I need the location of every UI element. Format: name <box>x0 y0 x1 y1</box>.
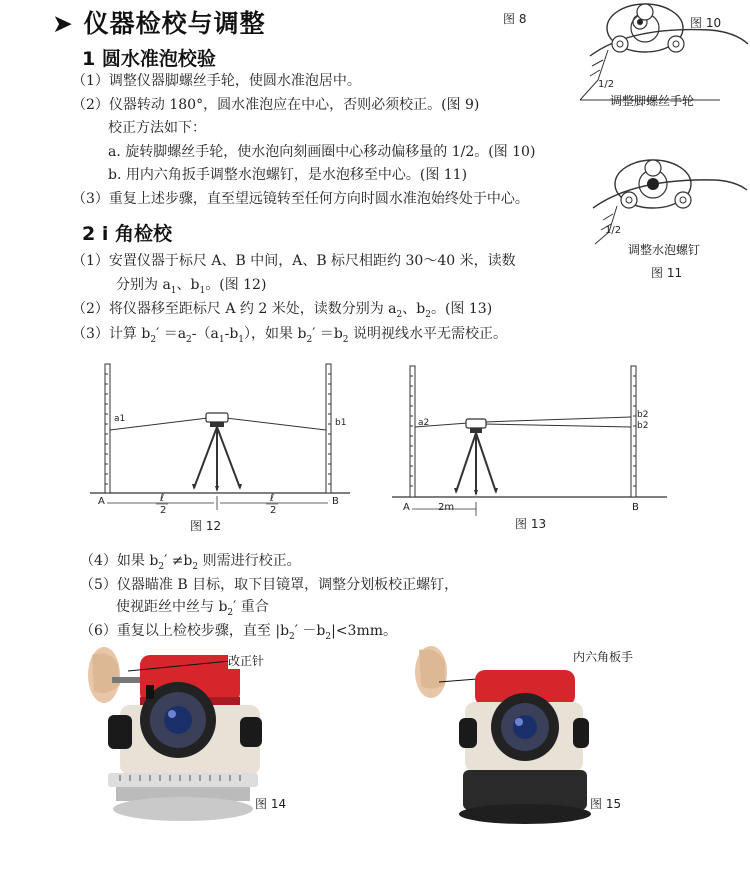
fig14-photo <box>90 645 270 845</box>
fig12-half-num-left: ℓ <box>160 493 165 504</box>
fig11-label: 调整水泡螺钉 <box>628 243 701 257</box>
step5-line-a: （5）仪器瞄准 B 目标，取下目镜罩，调整分划板校正螺钉， <box>80 577 459 593</box>
fig12-half-den-left: 2 <box>160 505 167 516</box>
section1-line-3: 校正方法如下： <box>108 120 206 136</box>
section1-line-1: （1）调整仪器脚螺丝手轮，使圆水准泡居中。 <box>72 73 361 89</box>
page-title <box>52 4 266 40</box>
fig13-A-label: A <box>403 502 410 513</box>
fig12-half-num-right: ℓ <box>270 493 275 504</box>
fig11-caption: 图 11 <box>651 266 683 280</box>
fig8-caption: 图 8 <box>503 12 527 26</box>
fig15-caption: 图 15 <box>590 797 622 811</box>
section1-heading: 1 圆水准泡校验 <box>82 48 216 70</box>
fig13-diagram <box>392 360 667 520</box>
step2-line: （2）将仪器移至距标尺 A 约 2 米处，读数分别为 $a_2$、$b_2$。(图 13) <box>72 301 493 320</box>
fig12-a1-label: a1 <box>114 414 126 424</box>
fig13-dist-label: 2m <box>438 502 455 513</box>
title-text: 仪器检校与调整 <box>83 9 266 38</box>
fig10-label: 调整脚螺丝手轮 <box>610 94 695 108</box>
fig14-label: 改正针 <box>228 654 265 668</box>
fig14-caption: 图 14 <box>255 797 287 811</box>
step1-line-b: 分别为 $a_1$、$b_1$。(图 12) <box>116 277 267 296</box>
step3-line: （3）计算 $b_2' =a_2-(a_1-b_1)$，如果 $b_2' =b_2$ 说明视线水平无需校正。 <box>72 326 507 345</box>
title-arrow-icon: ➤ <box>52 9 74 38</box>
fig15-photo <box>415 642 595 842</box>
fig13-caption: 图 13 <box>515 517 547 531</box>
fig13-b2-label: b2 <box>637 421 649 431</box>
fig13-B-label: B <box>632 502 639 513</box>
step6-line: （6）重复以上检校步骤，直至 $|b_2' -b_2|<3mm$。 <box>80 623 398 642</box>
fig12-A-label: A <box>98 496 105 507</box>
fig10-caption: 图 10 <box>690 16 722 30</box>
fig10-ratio: 1/2 <box>598 79 615 90</box>
section1-line-6: （3）重复上述步骤，直至望远镜转至任何方向时圆水准泡始终处于中心。 <box>72 191 529 207</box>
fig11-ratio: 1/2 <box>605 225 622 236</box>
fig13-b2p-label: b2 <box>637 410 649 420</box>
fig12-half-den-right: 2 <box>270 505 277 516</box>
section1-line-5: b. 用内六角扳手调整水泡螺钉，是水泡移至中心。(图 11) <box>108 167 468 183</box>
section1-line-2: （2）仪器转动 180°，圆水准泡应在中心，否则必须校正。(图 9) <box>72 97 480 113</box>
step1-line-a: （1）安置仪器于标尺 A、B 中间，A、B 标尺相距约 30～40 米，读数 <box>72 253 516 269</box>
fig12-b1-label: b1 <box>335 418 347 428</box>
fig12-B-label: B <box>332 496 339 507</box>
step5-line-b: 使视距丝中丝与 $b_2'$ 重合 <box>116 599 269 618</box>
fig12-diagram <box>90 360 350 520</box>
section1-line-4: a. 旋转脚螺丝手轮，使水泡向刻画圈中心移动偏移量的 1/2。(图 10) <box>108 144 536 160</box>
section2-heading: 2 i 角检校 <box>82 223 172 245</box>
step4-line: （4）如果 $b_2' \ne b_2$ 则需进行校正。 <box>80 553 301 572</box>
fig15-label: 内六角板手 <box>573 650 634 664</box>
fig12-caption: 图 12 <box>190 519 222 533</box>
fig13-a2-label: a2 <box>418 418 430 428</box>
